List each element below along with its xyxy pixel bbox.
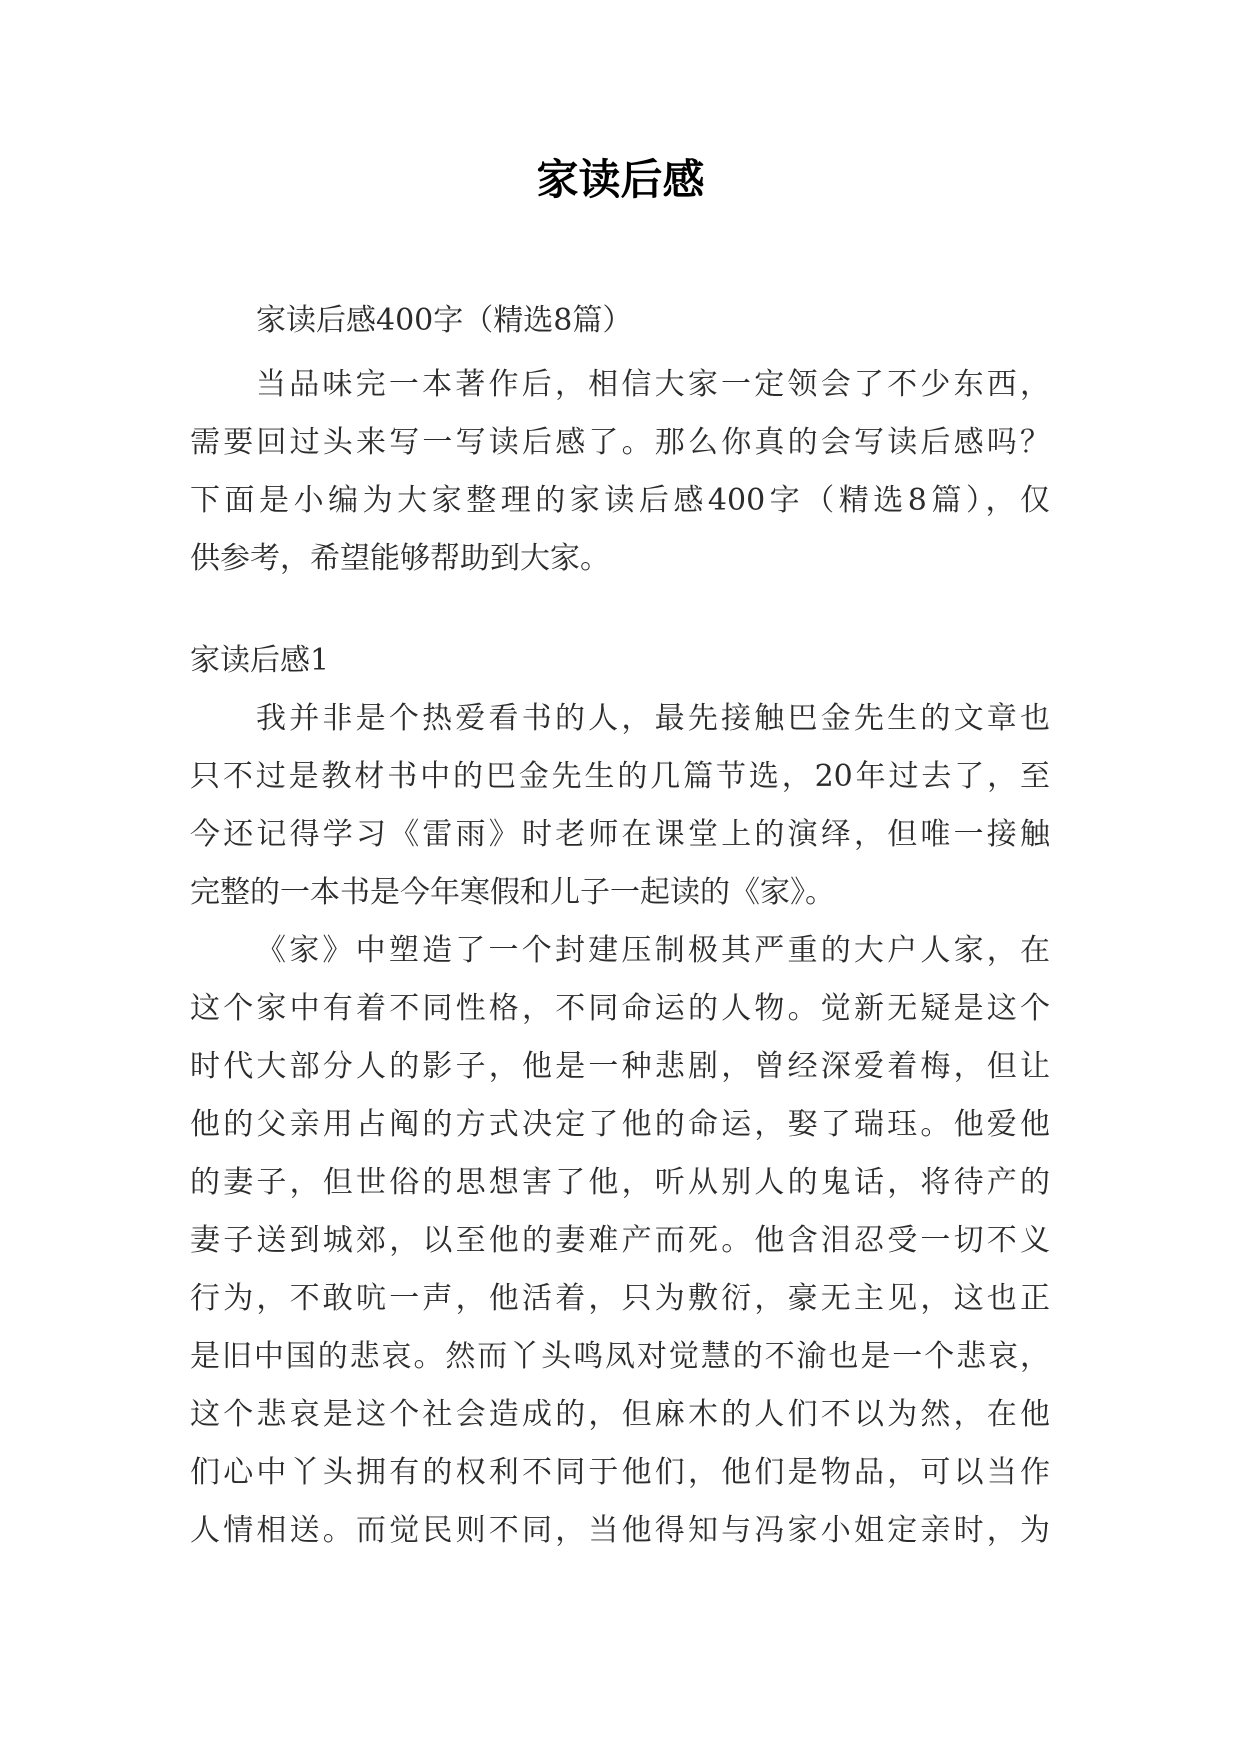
paragraph-line: 我并非是个热爱看书的人，最先接触巴金先生的文章也	[256, 701, 1050, 736]
paragraph-line: 妻子送到城郊，以至他的妻难产而死。他含泪忍受一切不义	[190, 1223, 1050, 1258]
paragraph-line: 的妻子，但世俗的思想害了他，听从别人的鬼话，将待产的	[190, 1165, 1050, 1200]
body-paragraph-2	[190, 922, 1050, 1560]
document-subtitle: 家读后感400字（精选8篇）	[256, 303, 633, 338]
document-body	[190, 292, 1050, 1560]
intro-line: 下面是小编为大家整理的家读后感400字（精选8篇），仅	[190, 483, 1050, 518]
intro-paragraph	[190, 356, 1050, 588]
intro-line: 需要回过头来写一写读后感了。那么你真的会写读后感吗？	[190, 425, 1050, 460]
section-heading: 家读后感1	[190, 643, 330, 678]
paragraph-line: 人情相送。而觉民则不同，当他得知与冯家小姐定亲时，为	[190, 1513, 1050, 1548]
intro-line: 供参考，希望能够帮助到大家。	[190, 541, 610, 576]
document-title: 家读后感	[536, 155, 705, 204]
paragraph-line: 这个悲哀是这个社会造成的，但麻木的人们不以为然，在他	[190, 1397, 1050, 1432]
paragraph-line: 完整的一本书是今年寒假和儿子一起读的《家》。	[190, 875, 835, 910]
paragraph-line: 《家》中塑造了一个封建压制极其严重的大户人家，在	[256, 933, 1050, 968]
paragraph-line: 时代大部分人的影子，他是一种悲剧，曾经深爱着梅，但让	[190, 1049, 1050, 1084]
paragraph-line: 是旧中国的悲哀。然而丫头鸣凤对觉慧的不渝也是一个悲哀，	[190, 1339, 1050, 1374]
body-paragraph-1	[190, 690, 1050, 922]
paragraph-line: 行为，不敢吭一声，他活着，只为敷衍，豪无主见，这也正	[190, 1281, 1050, 1316]
paragraph-line: 们心中丫头拥有的权利不同于他们，他们是物品，可以当作	[190, 1455, 1050, 1490]
paragraph-line: 他的父亲用占阄的方式决定了他的命运，娶了瑞珏。他爱他	[190, 1107, 1050, 1142]
intro-line: 当品味完一本著作后，相信大家一定领会了不少东西，	[256, 367, 1050, 402]
paragraph-line: 这个家中有着不同性格，不同命运的人物。觉新无疑是这个	[190, 991, 1050, 1026]
paragraph-line: 只不过是教材书中的巴金先生的几篇节选，20年过去了，至	[190, 759, 1050, 794]
paragraph-line: 今还记得学习《雷雨》时老师在课堂上的演绎，但唯一接触	[190, 817, 1050, 852]
